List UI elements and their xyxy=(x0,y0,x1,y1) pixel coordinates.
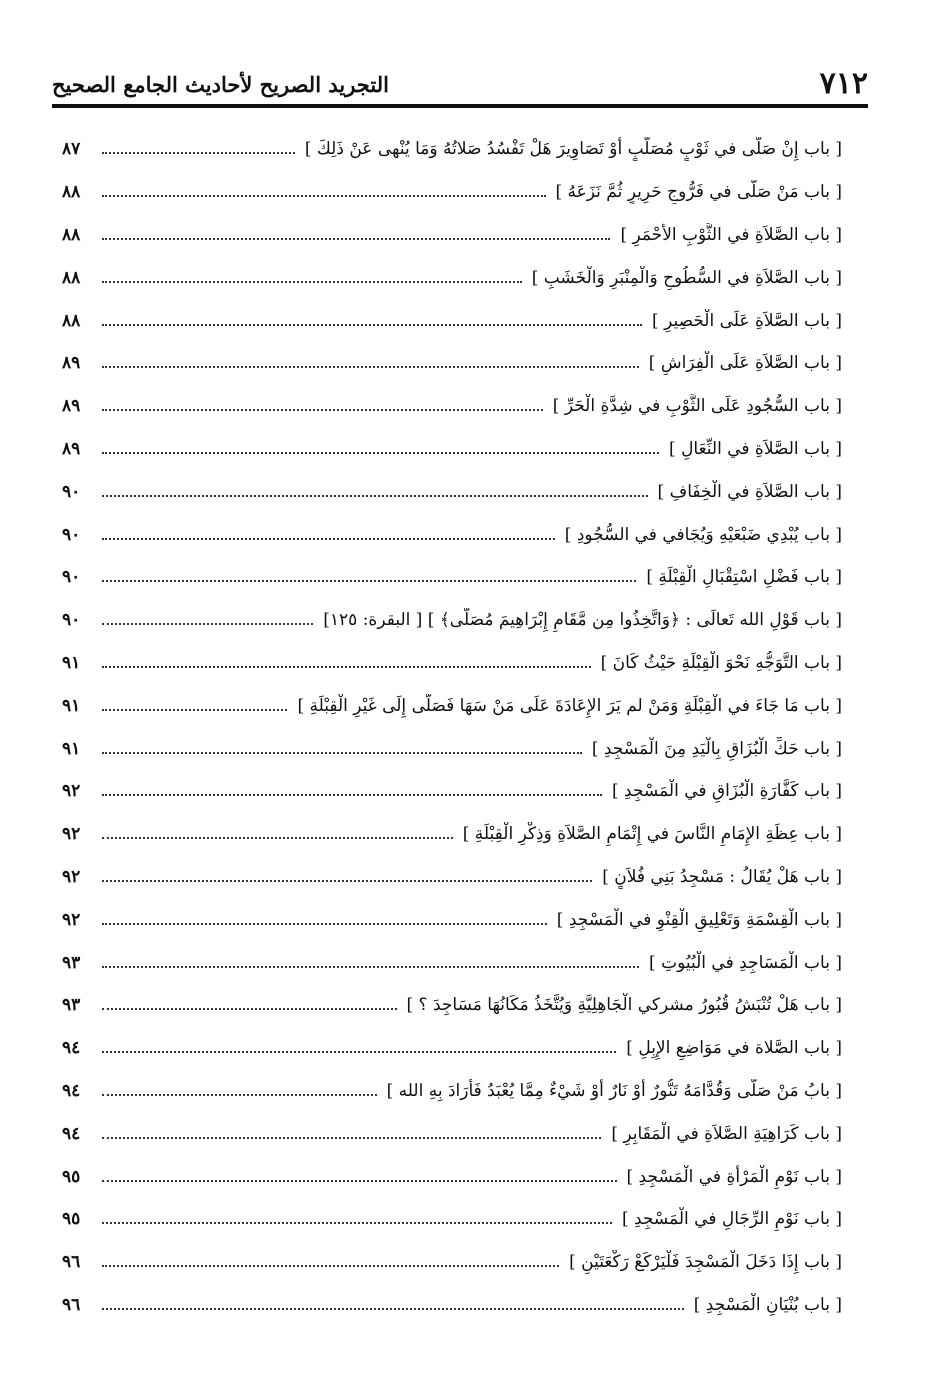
dot-leader xyxy=(102,794,602,796)
running-title: التجريد الصريح لأحاديث الجامع الصحيح xyxy=(52,72,389,97)
toc-entry xyxy=(62,727,842,770)
entry-page-number: ٩٠ xyxy=(62,481,81,502)
entry-page-number: ٩٥ xyxy=(62,1166,81,1187)
toc-entry xyxy=(62,1284,842,1327)
entry-title: [ باب كَفَّارَةِ الْبُزَاقِ في الْمَسْجِدِ ] xyxy=(611,781,842,802)
entry-title: [ باب التَّوَجُّهِ نَحْوَ الْقِبْلَةِ حَيْثُ كَانَ ] xyxy=(600,652,842,673)
toc-entry xyxy=(62,898,842,941)
entry-title: [ باب نَوْمِ الرِّجَالِ في الْمَسْجِدِ ] xyxy=(621,1209,842,1230)
entry-title: [ باب فَضْلِ اسْتِقْبَالِ الْقِبْلَةِ ] xyxy=(646,567,842,588)
entry-page-number: ٩٤ xyxy=(62,1123,81,1144)
dot-leader xyxy=(102,366,639,368)
entry-title: [ باب هَلْ تُنْبَشُ قُبُورُ مشركي الْجَاهِلِيَّةِ وَيُتَّخَذُ مَكَانُهَا مَسَاجِدَ ؟ ] xyxy=(406,995,842,1016)
entry-page-number: ٨٨ xyxy=(62,310,81,331)
toc-entry xyxy=(62,256,842,299)
entry-title: [ باب مَنْ صَلَّى في فَرُّوجِ حَرِيرٍ ثُمَّ نَزَعَهُ ] xyxy=(555,182,842,203)
dot-leader xyxy=(102,752,582,754)
toc-entry xyxy=(62,642,842,685)
dot-leader xyxy=(102,1051,616,1053)
dot-leader xyxy=(102,538,555,540)
entry-title: [ باب الْقِسْمَةِ وَتَعْلِيقِ الْقِنْوِ في الْمَسْجِدِ ] xyxy=(556,909,842,930)
entry-title: [ باب مَا جَاءَ في الْقِبْلَةِ وَمَنْ لم يَرَ الإِعَادَةَ عَلَى مَنْ سَهَا فَصَلَّى إِلَى غَيْرِ الْقِبْلَةِ ] xyxy=(297,695,842,716)
dot-leader xyxy=(102,623,313,625)
toc-entry xyxy=(62,1198,842,1241)
dot-leader xyxy=(102,452,659,454)
dot-leader xyxy=(102,152,295,154)
dot-leader xyxy=(102,1094,377,1096)
entry-page-number: ٨٨ xyxy=(62,182,81,203)
toc-entry xyxy=(62,1241,842,1284)
toc-entry xyxy=(62,513,842,556)
entry-title: [ باب نَوْمِ الْمَرْأَةِ في الْمَسْجِدِ ] xyxy=(626,1166,842,1187)
toc-entry xyxy=(62,171,842,214)
toc-entry xyxy=(62,941,842,984)
entry-page-number: ٩٦ xyxy=(62,1294,81,1315)
entry-page-number: ٩١ xyxy=(62,695,81,716)
toc-entry xyxy=(62,556,842,599)
toc-entry xyxy=(62,770,842,813)
entry-page-number: ٩٢ xyxy=(62,866,81,887)
entry-page-number: ٨٨ xyxy=(62,267,81,288)
entry-page-number: ٨٩ xyxy=(62,438,81,459)
entry-page-number: ٩٥ xyxy=(62,1209,81,1230)
entry-page-number: ٩٢ xyxy=(62,824,81,845)
dot-leader xyxy=(102,195,546,197)
entry-page-number: ٩٠ xyxy=(62,524,81,545)
entry-page-number: ٨٩ xyxy=(62,353,81,374)
entry-page-number: ٩٣ xyxy=(62,952,81,973)
dot-leader xyxy=(102,1137,601,1139)
entry-title: [ باب قَوْلِ الله تَعالَى : ﴿وَاتَّخِذُوا مِن مَّقَامِ إِبْرَاهِيمَ مُصَلًّى﴾ ] [ البقرة: ١٢٥] xyxy=(323,610,842,631)
entry-page-number: ٩٠ xyxy=(62,567,81,588)
dot-leader xyxy=(102,238,610,240)
entry-page-number: ٩١ xyxy=(62,738,81,759)
toc-entry xyxy=(62,128,842,171)
page-header xyxy=(52,62,868,102)
entry-title: [ باب الصَّلاَةِ في النِّعَالِ ] xyxy=(669,438,842,459)
toc-entry xyxy=(62,428,842,471)
entry-page-number: ٨٨ xyxy=(62,224,81,245)
dot-leader xyxy=(102,580,636,582)
entry-page-number: ٩٠ xyxy=(62,610,81,631)
dot-leader xyxy=(102,1222,612,1224)
toc-entry xyxy=(62,1070,842,1113)
toc-entry xyxy=(62,214,842,257)
entry-page-number: ٨٧ xyxy=(62,139,81,160)
dot-leader xyxy=(102,1265,559,1267)
page-number: ٧١٢ xyxy=(819,66,868,101)
entry-title: [ باب حَكِّ الْبُزَاقِ بِالْيَدِ مِنَ الْمَسْجِدِ ] xyxy=(591,738,842,759)
toc-entry xyxy=(62,470,842,513)
entry-title: [ باب الصَّلاَةِ في الْخِفَافِ ] xyxy=(657,481,842,502)
entry-title: [ باب إِنْ صَلَّى في ثَوْبٍ مُصَلَّبٍ أَوْ تَصَاوِيرَ هَلْ تَفْسُدُ صَلاتُهُ وَمَا يُنْهى عَنْ ذَلِكَ ] xyxy=(304,139,842,160)
entry-page-number: ٩٤ xyxy=(62,1080,81,1101)
entry-title: [ باب يُبْدِي ضَبْعَيْهِ وَيُجَافي في السُّجُودِ ] xyxy=(564,524,842,545)
dot-leader xyxy=(102,666,591,668)
entry-page-number: ٩٢ xyxy=(62,909,81,930)
dot-leader xyxy=(102,880,592,882)
entry-page-number: ٩٢ xyxy=(62,781,81,802)
dot-leader xyxy=(102,495,648,497)
toc-entry xyxy=(62,813,842,856)
entry-page-number: ٩٦ xyxy=(62,1252,81,1273)
dot-leader xyxy=(102,837,453,839)
entry-title: [ باب إِذَا دَخَلَ الْمَسْجِدَ فَلْيَرْكَعْ رَكْعَتَيْنِ ] xyxy=(569,1252,842,1273)
toc-entry xyxy=(62,684,842,727)
toc-entry xyxy=(62,1155,842,1198)
dot-leader xyxy=(102,324,642,326)
toc-entry xyxy=(62,984,842,1027)
entry-page-number: ٩١ xyxy=(62,652,81,673)
entry-title: [ باب كَرَاهِيَةِ الصَّلاَةِ في الْمَقَابِرِ ] xyxy=(611,1123,842,1144)
entry-page-number: ٩٣ xyxy=(62,995,81,1016)
dot-leader xyxy=(102,966,639,968)
dot-leader xyxy=(102,1008,397,1010)
dot-leader xyxy=(102,281,522,283)
dot-leader xyxy=(102,1180,617,1182)
entry-page-number: ٨٩ xyxy=(62,396,81,417)
entry-title: [ باب السُّجُودِ عَلَى الثَّوْبِ في شِدَّةِ الْحَرِّ ] xyxy=(552,396,842,417)
entry-title: [ باب الصَّلاَةِ عَلَى الْحَصِيرِ ] xyxy=(652,310,842,331)
entry-title: [ باب الصَّلاَةِ عَلَى الْفِرَاشِ ] xyxy=(648,353,842,374)
entry-title: [ باب بُنْيَانِ الْمَسْجِدِ ] xyxy=(693,1294,842,1315)
entry-title: [ باب الصَّلاَةِ في الثَّوْبِ الأَحْمَرِ ] xyxy=(620,224,842,245)
header-rule xyxy=(52,104,868,108)
entry-title: [ باب هَلْ يُقَالُ : مَسْجِدُ بَنِي فُلاَنٍ ] xyxy=(602,866,842,887)
dot-leader xyxy=(102,709,287,711)
toc-entry xyxy=(62,599,842,642)
toc-entry xyxy=(62,856,842,899)
entry-title: [ بابُ مَنْ صَلَّى وَقُدَّامَهُ تَنُّورٌ أَوْ نَارٌ أَوْ شَيْءٌ مِمَّا يُعْبَدُ فَأَرَادَ بِهِ الله ] xyxy=(386,1080,842,1101)
toc-entry xyxy=(62,342,842,385)
entry-title: [ باب الصَّلاة في مَوَاضِعِ الإِبِلِ ] xyxy=(626,1038,842,1059)
entry-title: [ باب الْمَسَاجِدِ في الْبُيُوتِ ] xyxy=(649,952,842,973)
entry-title: [ باب الصَّلاَةِ في السُّطُوحِ وَالْمِنْبَرِ وَالْخَشَبِ ] xyxy=(531,267,842,288)
toc-entry xyxy=(62,385,842,428)
toc-entry xyxy=(62,1112,842,1155)
dot-leader xyxy=(102,923,547,925)
dot-leader xyxy=(102,1308,684,1310)
toc-entry xyxy=(62,299,842,342)
dot-leader xyxy=(102,409,543,411)
entry-title: [ باب عِظَةِ الإِمَامِ النَّاسَ في إِتْمَامِ الصَّلاَةِ وَذِكْرِ الْقِبْلَةِ ] xyxy=(462,824,842,845)
entry-page-number: ٩٤ xyxy=(62,1038,81,1059)
toc-entry xyxy=(62,1027,842,1070)
table-of-contents xyxy=(62,128,842,1326)
